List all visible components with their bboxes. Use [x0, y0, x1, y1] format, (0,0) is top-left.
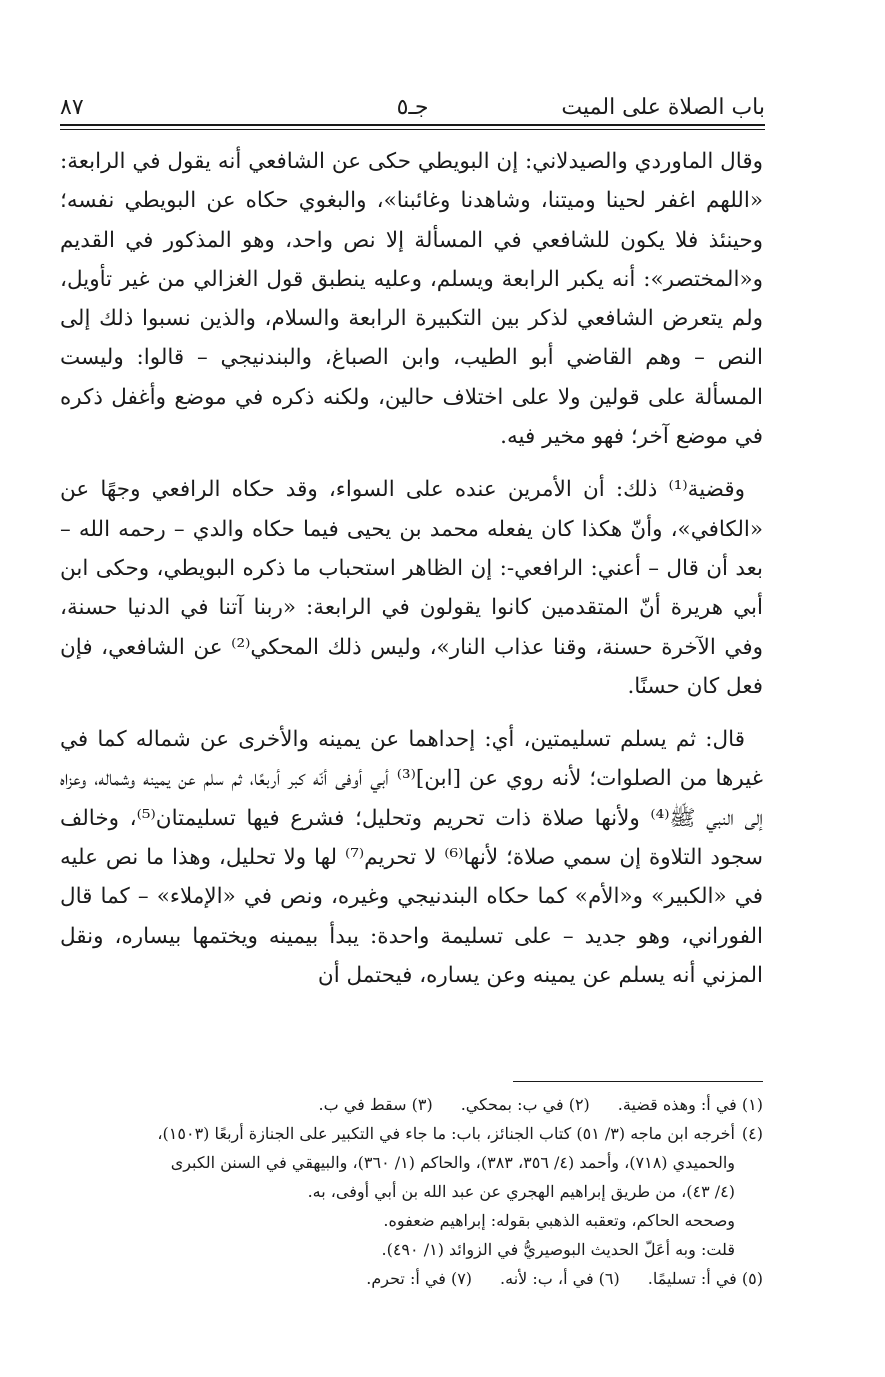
- footnote-4-line: وصححه الحاكم، وتعقبه الذهبي بقوله: إبراهيم ضعفوه.: [383, 1211, 735, 1230]
- footnote-1: (١) في أ: وهذه قضية.: [617, 1095, 763, 1114]
- page-number: ٨٧: [60, 95, 84, 120]
- paragraph-3: قال: ثم يسلم تسليمتين، أي: إحداهما عن يمينه والأخرى عن شماله كما في غيرها من الصلوات؛ لأنه روي عن [ابن]⁽³⁾ أبي أوفى أنّه كبر أربعًا، ثم سلم عن يمينه وشماله، وعزاه إلى النبي ﷺ⁽⁴⁾ ولأنها صلاة ذات تحريم وتحليل؛ فشرع فيها تسليمتان⁽⁵⁾، وخالف سجود التلاوة إن سمي صلاة؛ لأنها⁽⁶⁾ لا تحريم⁽⁷⁾ لها ولا تحليل، وهذا ما نص عليه في «الكبير» و«الأم» كما حكاه البندنيجي وغيره، ونص في «الإملاء» – كما قال الفوراني، وهو جديد – على تسليمة واحدة: يبدأ بيمينه ويختمها بيساره، ونقل المزني أنه يسلم عن يمينه وعن يساره، فيحتمل أن: [60, 727, 763, 988]
- footnote-4-line: (٤/ ٤٣)، من طريق إبراهيم الهجري عن عبد الله بن أبي أوفى، به.: [307, 1182, 735, 1201]
- footnote-4-line: والحميدي (٧١٨)، وأحمد (٤/ ٣٥٦، ٣٨٣)، والحاكم (١/ ٣٦٠)، والبيهقي في السنن الكبرى: [170, 1153, 735, 1172]
- footnote-4-line: قلت: وبه أعَلّ الحديث البوصيريُّ في الزوائد (١/ ٤٩٠).: [381, 1240, 735, 1259]
- running-header: [60, 80, 765, 120]
- footnote-2: (٢) في ب: بمحكي.: [460, 1095, 590, 1114]
- footnote-6: (٦) في أ، ب: لأنه.: [500, 1269, 620, 1288]
- volume-label: جـ٥: [396, 95, 429, 120]
- footnote-4-line: أخرجه ابن ماجه (٣/ ٥١) كتاب الجنائز، باب: ما جاء في التكبير على الجنازة أربعًا (١٥٠٣)،: [157, 1124, 735, 1143]
- footnote-row-3: [60, 1264, 763, 1293]
- paragraph-1: وقال الماوردي والصيدلاني: إن البويطي حكى عن الشافعي أنه يقول في الرابعة: «اللهم اغفر لحينا وميتنا، وشاهدنا وغائبنا»، والبغوي حكاه عن البويطي نفسه؛ وحينئذ فلا يكون للشافعي في المسألة إلا نص واحد، وهو المذكور في القديم و«المختصر»: أنه يكبر الرابعة ويسلم، وعليه ينطبق قول الغزالي من غير تأويل، ولم يتعرض الشافعي لذكر بين التكبيرة الرابعة والسلام، والذين نسبوا ذلك إلى النص – وهم القاضي أبو الطيب، وابن الصباغ، والبندنيجي – قالوا: وليست المسألة على قولين ولا على اختلاف حالين، ولكنه ذكره في موضع وأغفل ذكره في موضع آخر؛ فهو مخير فيه.: [60, 149, 763, 450]
- header-rule-thin: [60, 129, 765, 130]
- footnote-5: (٥) في أ: تسليمًا.: [647, 1269, 763, 1288]
- header-rule-thick: [60, 124, 765, 126]
- footnote-3: (٣) سقط في ب.: [318, 1095, 433, 1114]
- footnote-row-1: [60, 1090, 763, 1119]
- chapter-title: باب الصلاة على الميت: [561, 95, 765, 120]
- footnote-separator: [513, 1081, 763, 1082]
- footnote-4-text: [60, 1119, 735, 1264]
- footnote-7: (٧) في أ: تحرم.: [366, 1269, 473, 1288]
- main-text: [60, 142, 763, 1009]
- footnote-4-number: (٤): [741, 1124, 763, 1143]
- paragraph-2: وقضية⁽¹⁾ ذلك: أن الأمرين عنده على السواء، وقد حكاه الرافعي وجهًا عن «الكافي»، وأنّ هكذا كان يفعله محمد بن يحيى فيما حكاه والدي – رحمه الله – بعد أن قال – أعني: الرافعي-: إن الظاهر استحباب ما ذكره البويطي، وحكى ابن أبي هريرة أنّ المتقدمين كانوا يقولون في الرابعة: «ربنا آتنا في الدنيا حسنة، وفي الآخرة حسنة، وقنا عذاب النار»، وليس ذلك المحكي⁽²⁾ عن الشافعي، فإن فعل كان حسنًا.: [60, 477, 763, 699]
- footnote-4: [60, 1119, 763, 1264]
- footnotes: [60, 1090, 763, 1293]
